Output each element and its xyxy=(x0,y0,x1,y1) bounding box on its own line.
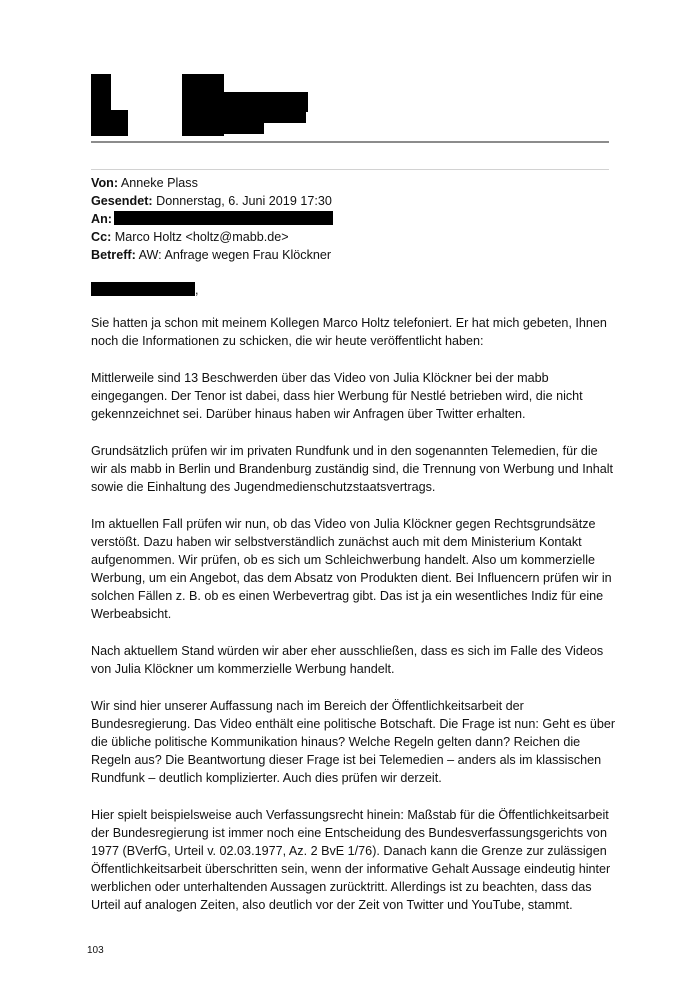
to-redaction xyxy=(114,211,333,225)
paragraph: Wir sind hier unserer Auffassung nach im Bereich der Öffentlichkeitsarbeit der Bundesregierung. Das Video enthält eine politische Botschaft. Die Frage ist nun: Geht es über die übliche politische Kommunikation hinaus? Welche Regeln gelten dann? Reichen die Regeln aus? Die Beantwortung dieser Frage ist bei Telemedien – anders als im klassischen Rundfunk – deutlich komplizierter. Auch dies prüfen wir derzeit. xyxy=(91,699,616,785)
from-value: Anneke Plass xyxy=(120,176,198,190)
header-divider xyxy=(91,141,609,143)
sent-label: Gesendet: xyxy=(91,194,153,208)
salutation xyxy=(91,281,199,299)
paragraph: Sie hatten ja schon mit meinem Kollegen Marco Holtz telefoniert. Er hat mich gebeten, Ihnen noch die Informationen zu schicken, die wir heute veröffentlicht haben: xyxy=(91,316,607,348)
subject-label: Betreff: xyxy=(91,248,136,262)
cc-row xyxy=(91,228,333,246)
email-body xyxy=(91,314,616,933)
sent-row xyxy=(91,192,333,210)
from-label: Von: xyxy=(91,176,119,190)
subject-value: AW: Anfrage wegen Frau Klöckner xyxy=(138,248,332,262)
paragraph: Mittlerweile sind 13 Beschwerden über das Video von Julia Klöckner bei der mabb eingegangen. Der Tenor ist dabei, dass hier Werbung für Nestlé betrieben wird, die nicht gekennzeichnet sei. Darüber hinaus haben wir Anfragen über Twitter erhalten. xyxy=(91,371,583,421)
subject-row xyxy=(91,246,333,264)
paragraph: Nach aktuellem Stand würden wir aber eher ausschließen, dass es sich im Falle des Videos von Julia Klöckner um kommerzielle Werbung handelt. xyxy=(91,644,604,676)
from-row xyxy=(91,174,333,192)
paragraph: Grundsätzlich prüfen wir im privaten Rundfunk und in den sogenannten Telemedien, für die wir als mabb in Berlin und Brandenburg zuständig sind, die Trennung von Werbung und Inhalt sowie die Einhaltung des Jugendmedienschutzstaatsvertrags. xyxy=(91,444,614,494)
cc-value: Marco Holtz <holtz@mabb.de> xyxy=(114,230,289,244)
email-header-rule xyxy=(91,169,609,170)
sent-value: Donnerstag, 6. Juni 2019 17:30 xyxy=(156,194,332,208)
email-header xyxy=(91,174,333,264)
salutation-redaction xyxy=(91,282,195,296)
to-label: An: xyxy=(91,212,112,226)
page-number: 103 xyxy=(87,945,104,956)
paragraph: Hier spielt beispielsweise auch Verfassungsrecht hinein: Maßstab für die Öffentlichkeitsarbeit der Bundesregierung ist immer noch eine Entscheidung des Bundesverfassungsgerichts von 1977 (BVerfG, Urteil v. 02.03.1977, Az. 2 BvE 1/76). Danach kann die Grenze zur zulässigen Öffentlichkeitsarbeit überschritten sein, wenn der informative Gehalt Aussage eindeutig hinter werblichen oder unterhaltenden Aussagen zurücktritt. Allerdings ist zu beachten, dass das Urteil auf analogen Zeiten, also deutlich vor der Zeit von Twitter und YouTube, stammt. xyxy=(91,808,611,912)
cc-label: Cc: xyxy=(91,230,112,244)
paragraph: Im aktuellen Fall prüfen wir nun, ob das Video von Julia Klöckner gegen Rechtsgrundsätze verstößt. Dazu haben wir selbstverständlich zunächst auch mit dem Ministerium Kontakt aufgenommen. Wir prüfen, ob es sich um Schleichwerbung handelt. Also um kommerzielle Werbung, um ein Angebot, das dem Absatz von Produkten dient. Bei Influencern prüfen wir in solchen Fällen z. B. ob es einen Werbevertrag gibt. Das ist ja ein wesentliches Indiz für eine Werbeabsicht. xyxy=(91,517,612,621)
to-row xyxy=(91,210,333,228)
salutation-suffix: , xyxy=(195,283,199,297)
